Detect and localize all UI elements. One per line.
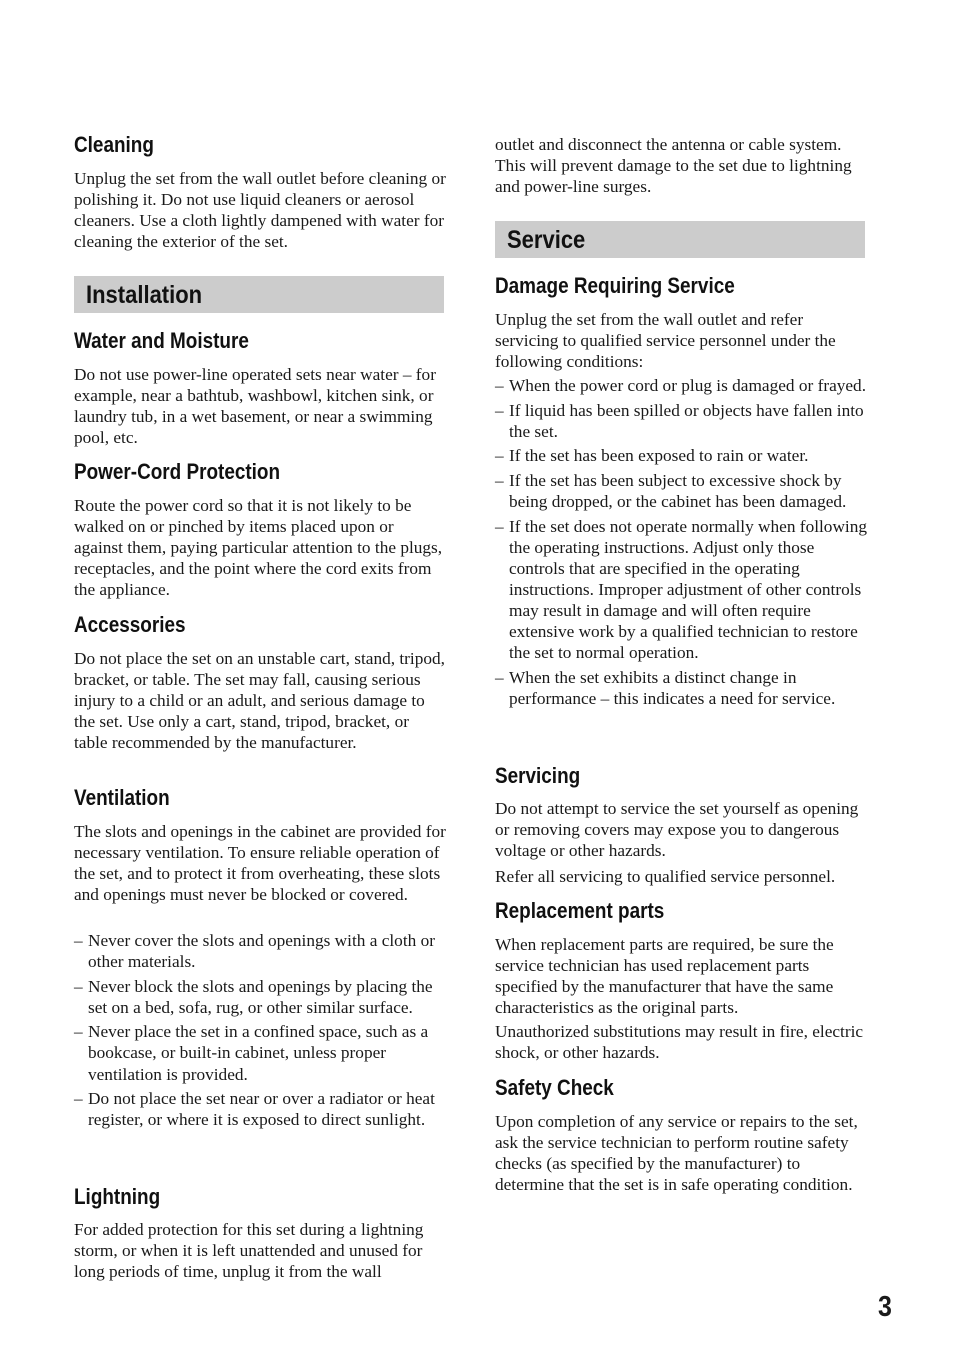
- damage-conditions-list: [495, 375, 867, 712]
- service-title: Service: [507, 226, 586, 254]
- list-item: – If the set has been subject to excessive shock by being dropped, or the cabinet has been damaged.: [495, 470, 847, 511]
- list-item: – Never place the set in a confined space, such as a bookcase, or built-in cabinet, unless proper ventilation is provided.: [74, 1022, 429, 1084]
- cleaning-text: Unplug the set from the wall outlet before cleaning or polishing it. Do not use liquid cleaners or aerosol cleaners. Use a cloth lightly dampened with water for cleaning the exterior of the set.: [74, 169, 446, 252]
- ventilation-text: The slots and openings in the cabinet are provided for necessary ventilation. To ensure reliable operation of the set, and to protect it from overheating, these slots and openings must never be blocked or covered.: [74, 822, 446, 905]
- replacement-parts-text-2: Unauthorized substitutions may result in fire, electric shock, or other hazards.: [495, 1022, 864, 1063]
- list-item: – Never cover the slots and openings with a cloth or other materials.: [74, 931, 435, 972]
- page-number: 3: [878, 1291, 892, 1323]
- servicing-text-2: Refer all servicing to qualified service personnel.: [495, 867, 836, 886]
- ventilation-list: [74, 930, 446, 1134]
- list-item: – When the set exhibits a distinct change in performance – this indicates a need for service.: [495, 667, 836, 708]
- damage-service-text: Unplug the set from the wall outlet and refer servicing to qualified service personnel under the following conditions:: [495, 310, 836, 372]
- list-item: – If the set has been exposed to rain or water.: [495, 446, 809, 466]
- lightning-text: For added protection for this set during a lightning storm, or when it is left unattended and unused for long periods of time, unplug it from the wall: [74, 1220, 424, 1282]
- water-moisture-heading: Water and Moisture: [74, 328, 249, 353]
- servicing-text: Do not attempt to service the set yourself as opening or removing covers may expose you to dangerous voltage or other hazards.: [495, 799, 859, 861]
- lightning-heading: Lightning: [74, 1184, 161, 1209]
- ventilation-heading: Ventilation: [74, 785, 170, 810]
- list-item: – Do not place the set near or over a radiator or heat register, or where it is exposed to direct sunlight.: [74, 1089, 435, 1130]
- cleaning-heading: Cleaning: [74, 132, 154, 157]
- list-item: – Never block the slots and openings by placing the set on a bed, sofa, rug, or other similar surface.: [74, 976, 433, 1017]
- list-item: – If the set does not operate normally when following the operating instructions. Adjust only those controls that are specified in the operating instructions. Improper adjustment of other controls may result in damage and will often require extensive work by a qualified technician to restore the set to normal operation.: [495, 516, 868, 663]
- lightning-text-continued: outlet and disconnect the antenna or cable system. This will prevent damage to the set due to lightning and power-line surges.: [495, 135, 852, 197]
- service-banner: [495, 221, 865, 258]
- replacement-parts-heading: Replacement parts: [495, 898, 665, 923]
- water-moisture-text: Do not use power-line operated sets near water – for example, near a bathtub, washbowl, kitchen sink, or laundry tub, in a wet basement, or near a swimming pool, etc.: [74, 365, 436, 448]
- power-cord-heading: Power-Cord Protection: [74, 459, 281, 484]
- installation-title: Installation: [86, 281, 203, 309]
- servicing-heading: Servicing: [495, 763, 581, 788]
- safety-check-heading: Safety Check: [495, 1075, 614, 1100]
- safety-check-text: Upon completion of any service or repairs to the set, ask the service technician to perform routine safety checks (as specified by the manufacturer) to determine that the set is in safe operating condition.: [495, 1112, 858, 1195]
- installation-banner: [74, 276, 444, 313]
- accessories-heading: Accessories: [74, 612, 186, 637]
- list-item: – If liquid has been spilled or objects have fallen into the set.: [495, 400, 864, 441]
- power-cord-text: Route the power cord so that it is not likely to be walked on or pinched by items placed upon or against them, paying particular attention to the plugs, receptacles, and the point where the cord exits from the appliance.: [74, 496, 443, 600]
- accessories-text: Do not place the set on an unstable cart, stand, tripod, bracket, or table. The set may fall, causing serious injury to a child or an adult, and serious damage to the set. Use only a cart, stand, tripod, bracket, or table recommended by the manufacturer.: [74, 649, 445, 753]
- replacement-parts-text: When replacement parts are required, be sure the service technician has used replacement parts specified by the manufacturer that have the same characteristics as the original parts.: [495, 935, 834, 1018]
- damage-service-heading: Damage Requiring Service: [495, 273, 735, 298]
- list-item: – When the power cord or plug is damaged or frayed.: [495, 376, 867, 395]
